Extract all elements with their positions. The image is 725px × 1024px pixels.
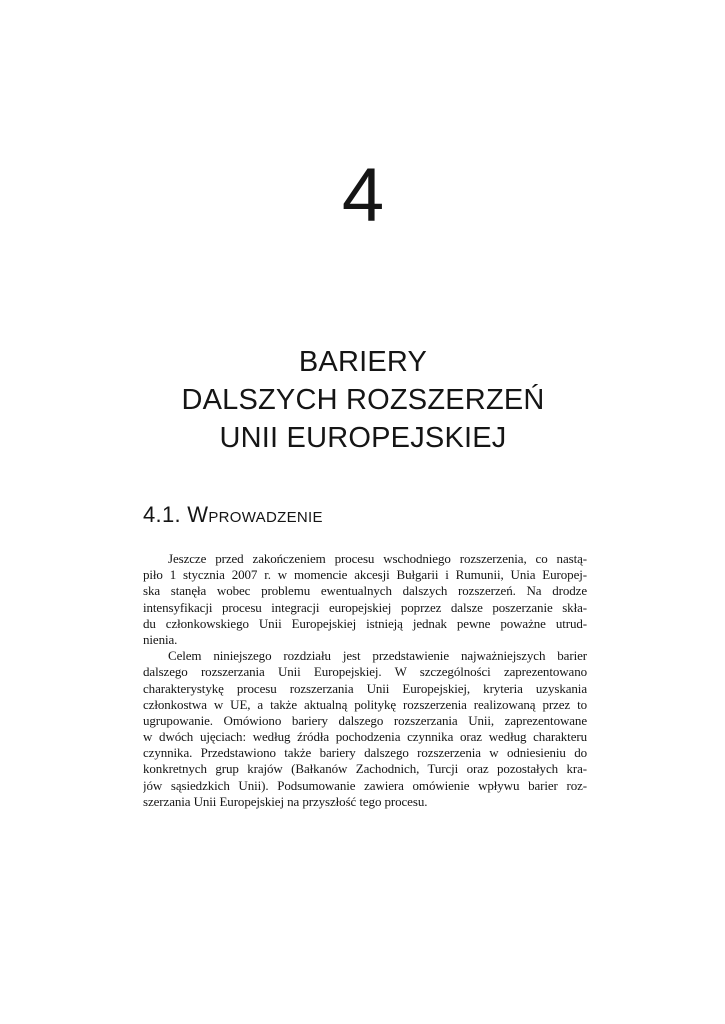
chapter-title <box>123 343 603 457</box>
chapter-title-line: DALSZYCH ROZSZERZEŃ <box>181 384 545 416</box>
paragraph <box>143 648 587 810</box>
text-line: ugrupowanie. Omówiono bariery dalszego rozszerzania Unii, zaprezentowane <box>143 712 587 728</box>
text-line: Jeszcze przed zakończeniem procesu wschodniego rozszerzenia, co nastą- <box>168 551 587 566</box>
text-line: członkostwa w UE, a także aktualną politykę rozszerzenia realizowaną przez to <box>143 696 587 712</box>
text-line: dalszego rozszerzania Unii Europejskiej. W szczególności zaprezentowano <box>143 664 587 680</box>
text-line: jów sąsiedzkich Unii). Podsumowanie zawiera omówienie wpływu barier roz- <box>143 777 587 793</box>
paragraph <box>143 551 587 648</box>
chapter-title-line: UNII EUROPEJSKIEJ <box>219 422 507 454</box>
text-line: piło 1 stycznia 2007 r. w momencie akcesji Bułgarii i Rumunii, Unia Europej- <box>143 567 587 583</box>
text-line: nienia. <box>143 631 178 647</box>
text-line: czynnika. Przedstawiono także bariery dalszego rozszerzenia w odniesieniu do <box>143 745 587 761</box>
body-text <box>143 551 587 810</box>
text-line: ska stanęła wobec problemu ewentualnych dalszych rozszerzeń. Na drodze <box>143 583 587 599</box>
text-line: charakterystykę procesu rozszerzania Unii Europejskiej, kryteria uzyskania <box>143 680 587 696</box>
chapter-number: 4 <box>341 153 385 238</box>
section-heading: 4.1. Wprowadzenie <box>143 502 323 527</box>
text-line: w dwóch ujęciach: według źródła pochodzenia czynnika oraz według charakteru <box>143 729 587 745</box>
chapter-title-line: BARIERY <box>298 346 428 378</box>
text-line: konkretnych grup krajów (Bałkanów Zachodnich, Turcji oraz pozostałych kra- <box>143 761 587 777</box>
text-line: Celem niniejszego rozdziału jest przedstawienie najważniejszych barier <box>168 648 587 664</box>
text-line: szerzania Unii Europejskiej na przyszłość tego procesu. <box>143 793 428 809</box>
text-line: intensyfikacji procesu integracji europejskiej poprzez dalsze poszerzanie skła- <box>143 599 587 615</box>
text-line: du członkowskiego Unii Europejskiej istnieją jednak pewne poważne utrud- <box>143 615 587 631</box>
